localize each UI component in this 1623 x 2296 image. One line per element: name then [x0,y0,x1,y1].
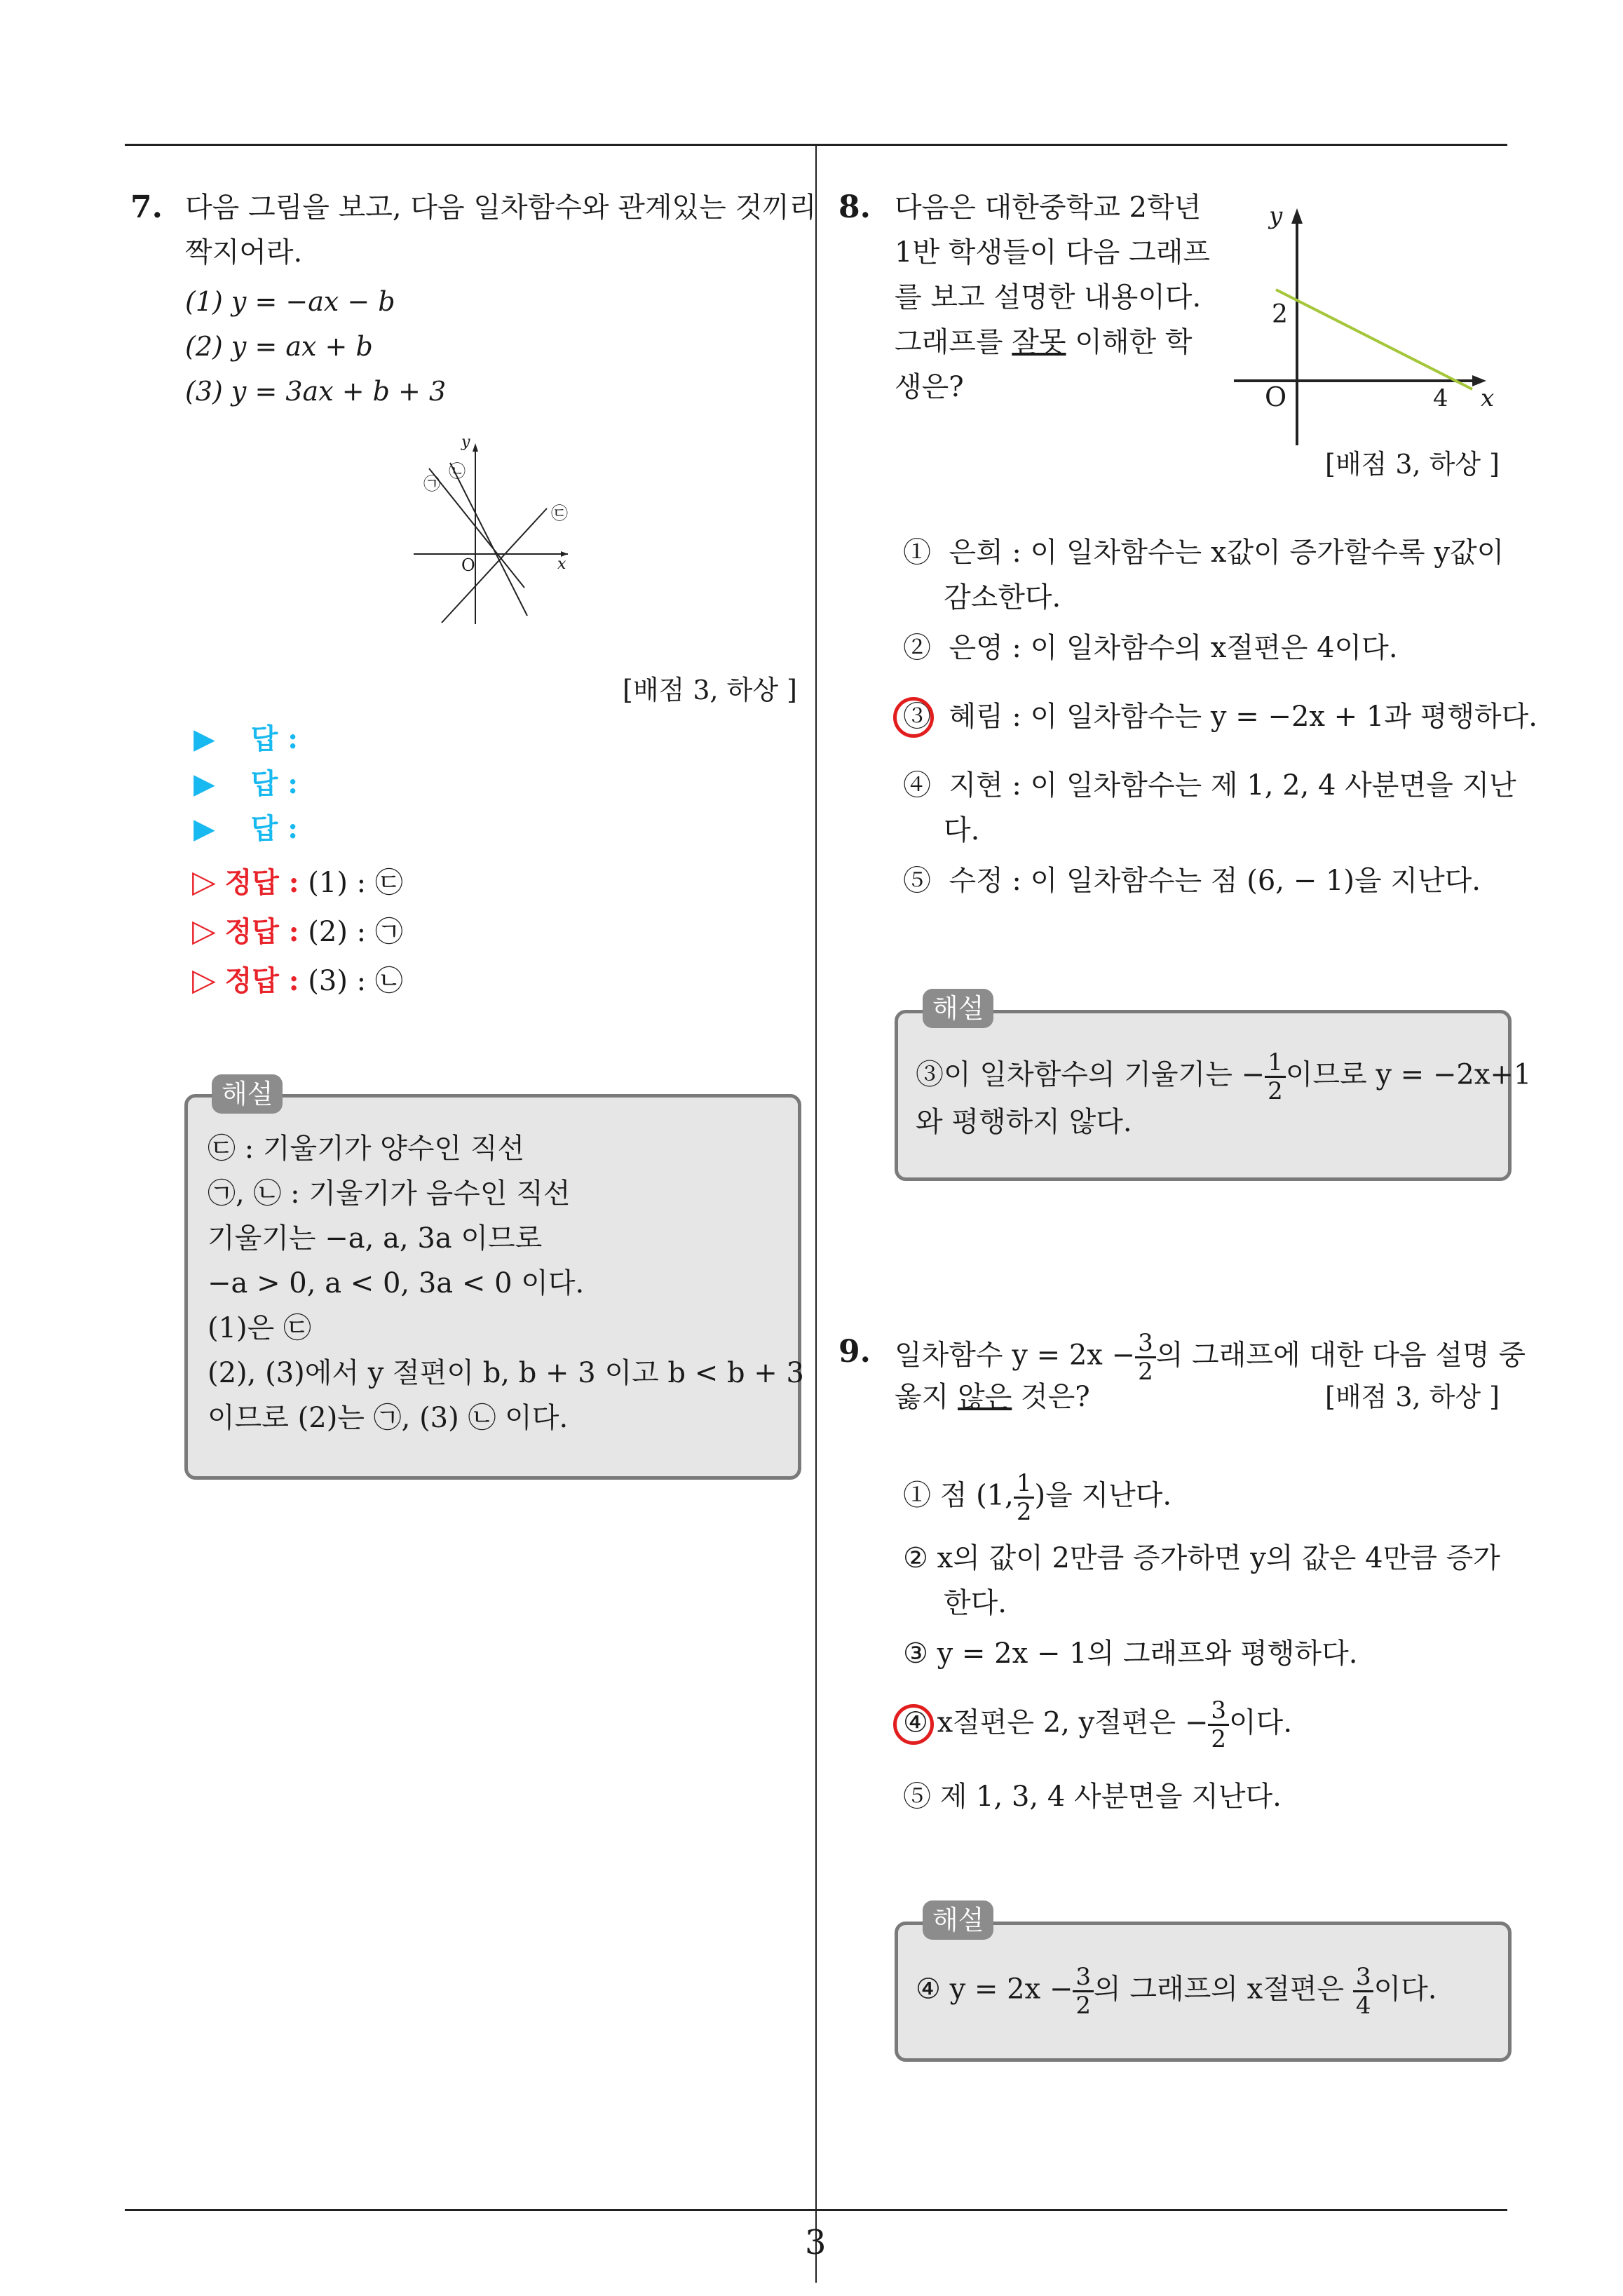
q8-option-1[interactable]: ① 은희 : 이 일차함수는 x값이 증가할수록 y값이 [903,536,1505,569]
q9-question-line1: 일차함수 y = 2x − $\frac{3}{2}$ 의 그래프에 대한 다음 설명 중 [895,1329,1526,1386]
q7-explanation-tab: 해설 [212,1074,283,1114]
answer-label: 답 : [250,722,298,755]
answer-arrow-icon: ▶ [193,813,215,845]
q7-question-line2: 짝지어라. [185,236,303,269]
q7-graph-x-label: x [557,555,566,573]
q8-option-2[interactable]: ② 은영 : 이 일차함수의 x절편은 4이다. [903,632,1398,664]
q7-line-label-1: ㉠ [423,474,440,494]
q9-option-5[interactable]: ⑤ 제 1, 3, 4 사분면을 지난다. [903,1781,1282,1813]
q8-underlined-word: 잘못 [1012,326,1066,358]
fraction: $\frac{3}{4}$ [1353,1964,1374,2019]
correct-label: 정답 : [224,866,299,899]
q9-option-3[interactable]: ③ y = 2x − 1의 그래프와 평행하다. [903,1637,1358,1670]
correct-arrow-icon: ▷ [192,864,216,900]
correct-arrow-icon: ▷ [192,962,216,998]
q7-item-2: (2) y = ax + b [185,331,373,362]
column-divider [815,144,817,2283]
correct-label: 정답 : [224,915,299,948]
fraction: $\frac{1}{2}$ [1265,1049,1286,1105]
q7-correct-3 [192,958,403,1004]
q8-option-4[interactable]: ④ 지현 : 이 일차함수는 제 1, 2, 4 사분면을 지난 [903,769,1516,802]
q9-option-2-cont: 한다. [944,1587,1007,1619]
q9-points: [배점 3, 하상 ] [1325,1382,1500,1412]
q7-exp-line-2: ㉠, ㉡ : 기울기가 음수인 직선 [208,1177,571,1210]
q7-answer-row-2[interactable] [193,762,298,806]
q9-underlined-word: 않은 [958,1381,1012,1413]
q7-exp-line-4: −a > 0, a < 0, 3a < 0 이다. [208,1267,585,1299]
fraction: $\frac{3}{2}$ [1135,1330,1156,1385]
page-number: 3 [805,2223,827,2262]
q7-points: [배점 3, 하상 ] [623,675,797,705]
correct-label: 정답 : [224,964,299,997]
q7-correct-1 [192,860,403,905]
q7-exp-line-3: 기울기는 −a, a, 3a 이므로 [208,1222,543,1255]
q8-question-line3: 를 보고 설명한 내용이다. [895,281,1202,313]
q7-exp-line-1: ㉢ : 기울기가 양수인 직선 [208,1133,525,1165]
answer-label: 답 : [250,767,298,800]
q7-correct-2 [192,909,403,954]
q8-graph-y-intercept: 2 [1272,300,1288,329]
correct-text: (1) : ㉢ [308,867,403,899]
q8-option-3[interactable]: ③ 혜림 : 이 일차함수는 y = −2x + 1과 평행하다. [903,701,1537,733]
q8-points: [배점 3, 하상 ] [1325,449,1500,480]
fraction: $\frac{3}{2}$ [1208,1697,1229,1753]
q8-question-line1: 다음은 대한중학교 2학년 [895,191,1202,224]
correct-arrow-icon: ▷ [192,913,216,949]
q7-exp-line-7: 이므로 (2)는 ㉠, (3) ㉡ 이다. [208,1402,569,1434]
q9-answer-circle [893,1704,934,1745]
q7-exp-line-6: (2), (3)에서 y 절편이 b, b + 3 이고 b < b + 3 [208,1357,804,1389]
q7-answer-row-1[interactable] [193,717,298,762]
q7-question-line1: 다음 그림을 보고, 다음 일차함수와 관계있는 것끼리 [185,191,817,224]
answer-arrow-icon: ▶ [193,768,215,800]
q7-number: 7. [130,189,163,225]
q8-answer-circle [893,697,934,738]
fraction: $\frac{1}{2}$ [1014,1470,1035,1525]
q7-answer-row-3[interactable] [193,806,298,851]
q7-line-label-3: ㉢ [551,504,568,523]
q8-explanation-tab: 해설 [923,989,993,1028]
q8-graph-x-intercept: 4 [1433,384,1448,412]
correct-text: (3) : ㉡ [308,965,403,997]
fraction: $\frac{3}{2}$ [1073,1964,1094,2019]
answer-arrow-icon: ▶ [193,723,215,755]
correct-text: (2) : ㉠ [308,916,403,948]
q8-option-5[interactable]: ⑤ 수정 : 이 일차함수는 점 (6, − 1)을 지난다. [903,865,1481,897]
q8-graph-x-label: x [1481,384,1495,412]
q8-question-line4: 그래프를 잘못 이해한 학 [895,326,1193,358]
q9-question-line2: 옳지 않은 것은? [895,1381,1090,1413]
q9-number: 9. [838,1334,871,1370]
q8-graph-y-label: y [1269,202,1283,230]
answer-label: 답 : [250,812,298,845]
q7-item-3: (3) y = 3ax + b + 3 [185,376,447,407]
q7-line-label-2: ㉡ [449,461,466,481]
q9-option-2[interactable]: ② x의 값이 2만큼 증가하면 y의 값은 4만큼 증가 [903,1542,1500,1574]
bottom-rule [125,2209,1507,2211]
q8-option-4-cont: 다. [944,814,980,846]
q9-exp-line-1: ④ y = 2x − $\frac{3}{2}$ 의 그래프의 x절편은 $\frac{3}{4}$ 이다. [916,1963,1437,2020]
q7-graph-origin: O [461,555,475,575]
q9-explanation-tab: 해설 [923,1900,993,1940]
q7-exp-line-5: (1)은 ㉢ [208,1312,312,1344]
q8-graph-origin: O [1265,381,1287,412]
q8-exp-line-1: ③이 일차함수의 기울기는 − $\frac{1}{2}$ 이므로 y = −2x+1 [916,1048,1532,1105]
q8-option-1-cont: 감소한다. [944,581,1061,614]
q9-option-4[interactable]: ④ x절편은 2, y절편은 − $\frac{3}{2}$ 이다. [903,1696,1293,1753]
q7-graph-y-label: y [461,433,470,451]
q8-question-line2: 1반 학생들이 다음 그래프 [895,236,1210,269]
q8-number: 8. [838,189,871,225]
q7-graph [407,435,575,631]
q8-question-line5: 생은? [895,371,964,403]
q7-item-1: (1) y = −ax − b [185,286,395,317]
q9-option-1[interactable]: ① 점 (1, $\frac{1}{2}$ )을 지난다. [903,1469,1172,1526]
q8-exp-line-2: 와 평행하지 않다. [916,1106,1132,1138]
